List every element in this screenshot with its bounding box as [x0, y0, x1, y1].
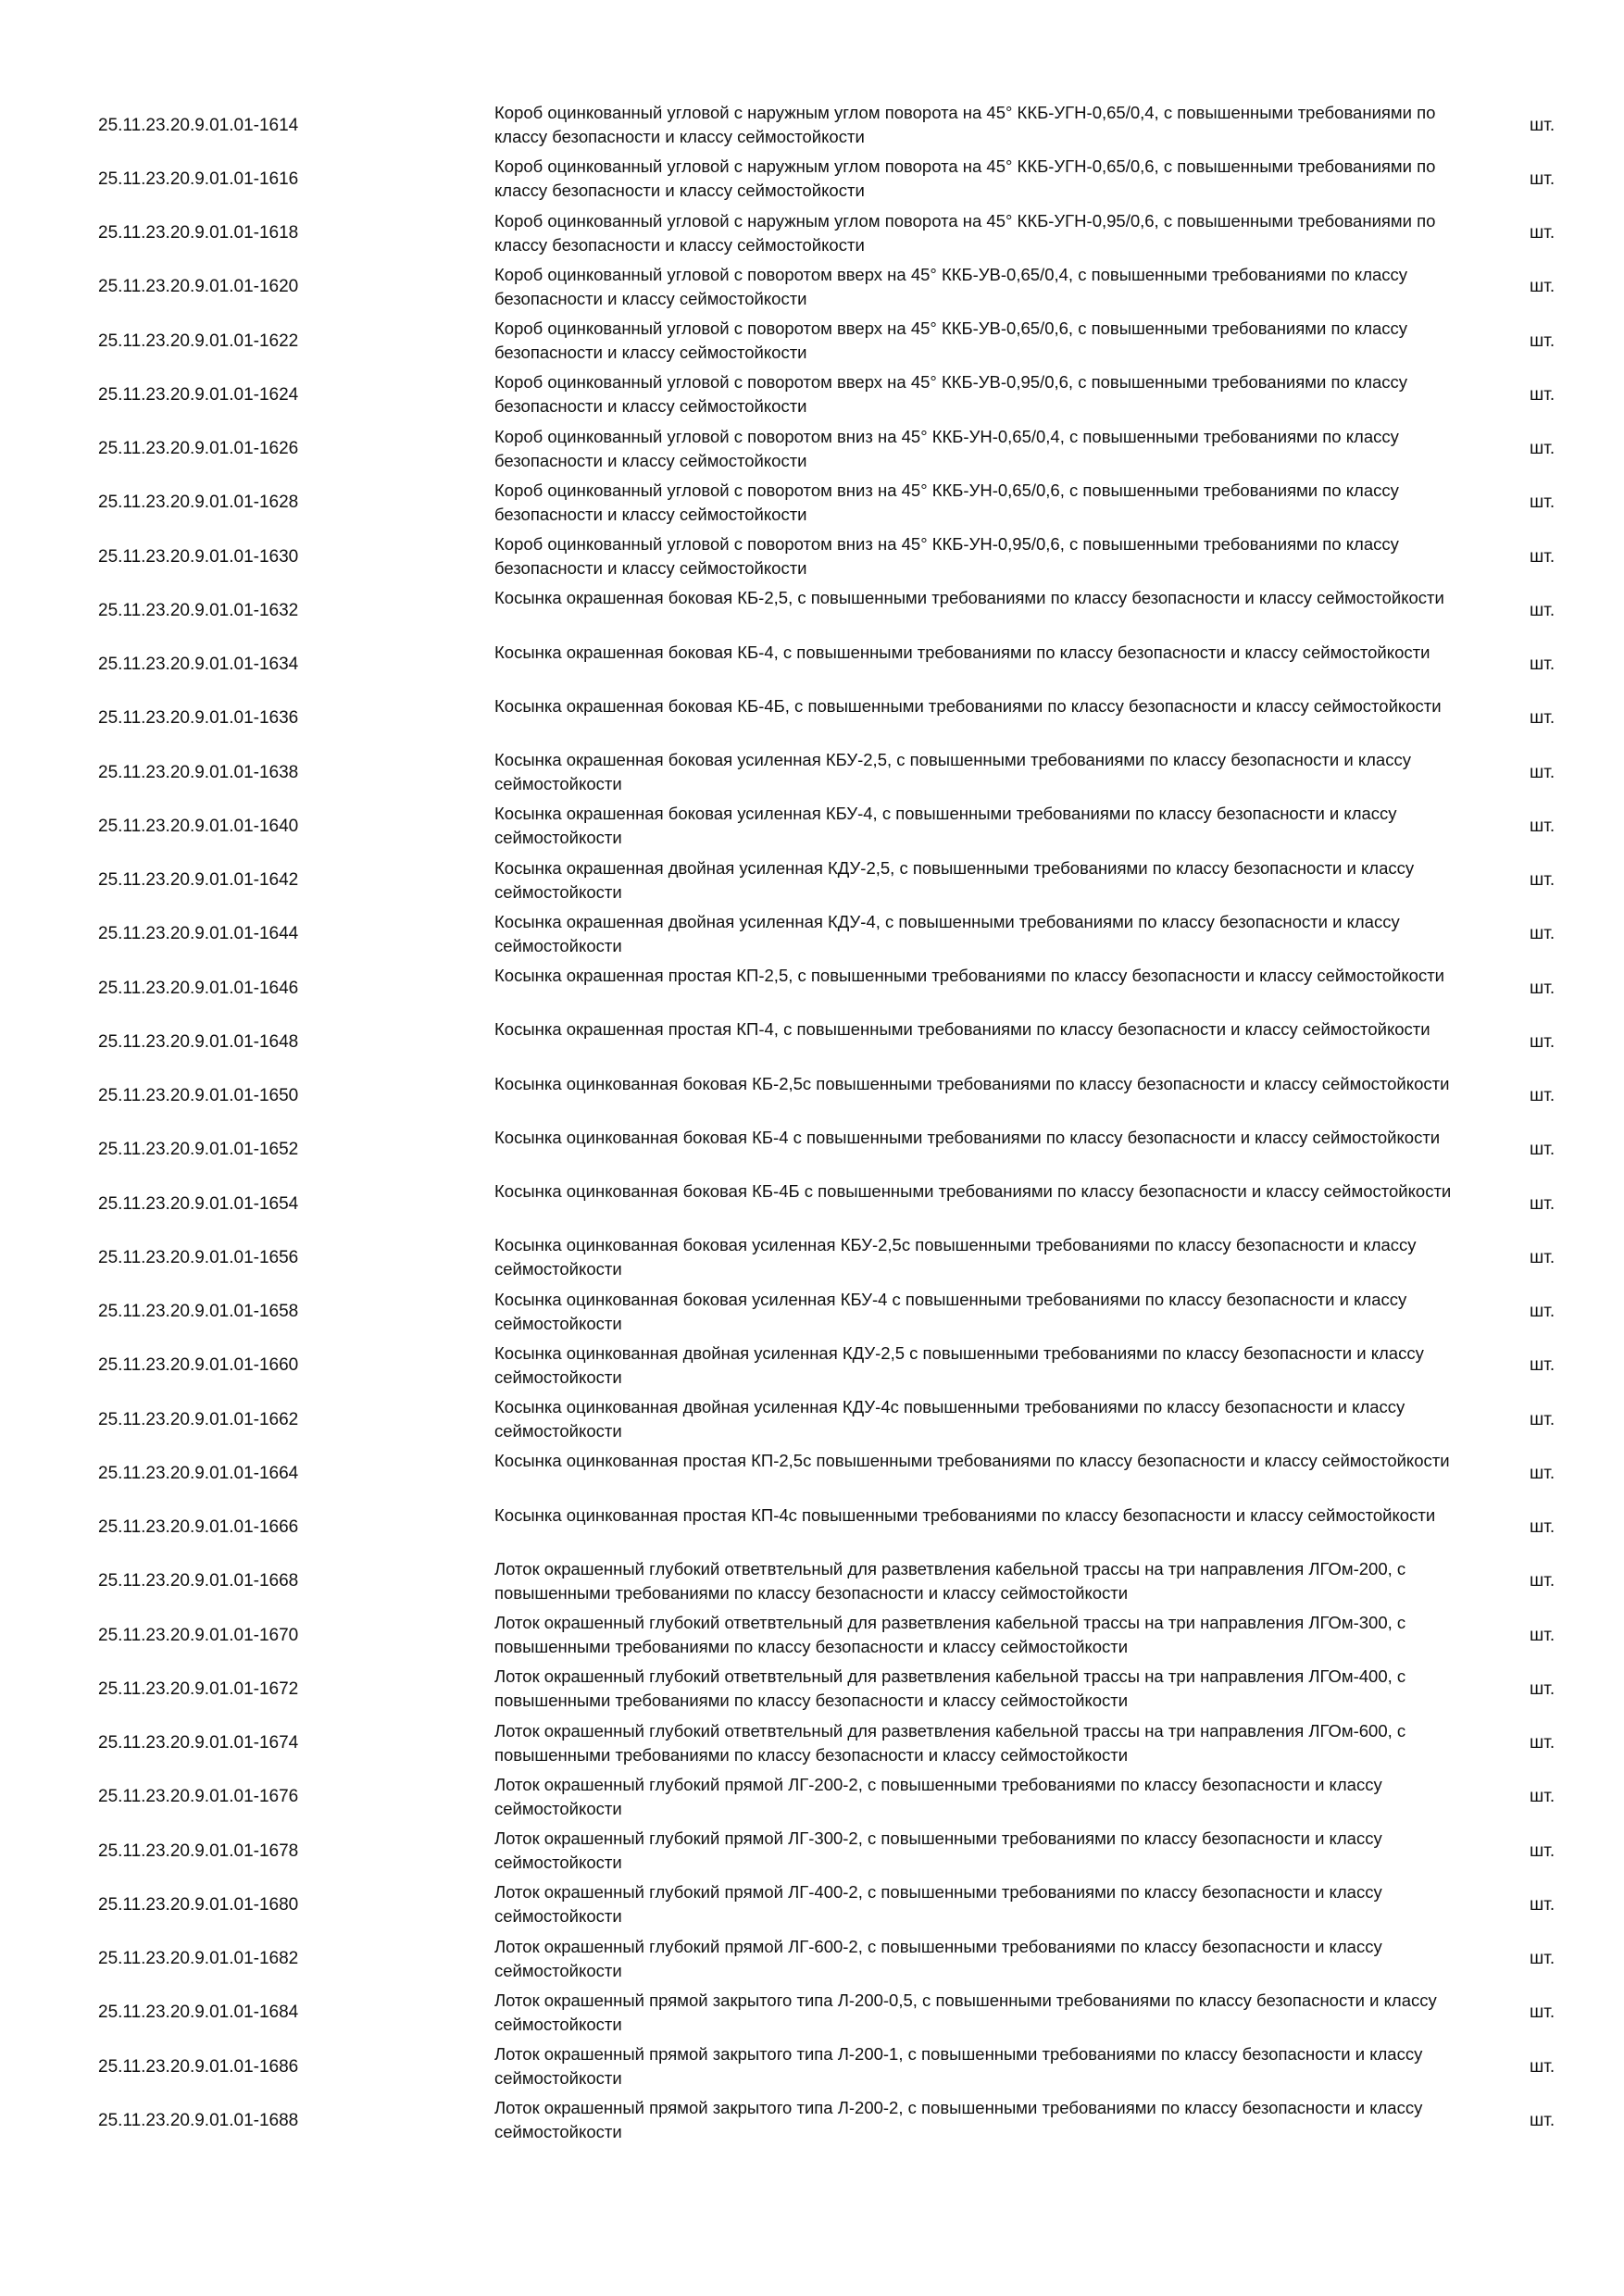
table-row	[0, 907, 1624, 961]
item-description: Короб оцинкованный угловой с поворотом вниз на 45° ККБ-УН-0,65/0,4, с повышенными требованиями по классу безопасности и классу сеймостойкости	[494, 426, 1399, 470]
item-code: 25.11.23.20.9.01.01-1670	[98, 1625, 299, 1645]
item-code: 25.11.23.20.9.01.01-1666	[98, 1517, 299, 1538]
table-row	[0, 1339, 1624, 1392]
item-description: Лоток окрашенный глубокий прямой ЛГ-400-2, с повышенными требованиями по классу безопасности и классу сеймостойкости	[494, 1882, 1382, 1927]
item-description: Короб оцинкованный угловой с наружным углом поворота на 45° ККБ-УГН-0,65/0,4, с повышенными требованиями по классу безопасности и классу сеймостойкости	[494, 103, 1436, 146]
table-row	[0, 583, 1624, 637]
item-description: Косынка окрашенная боковая КБ-2,5, с повышенными требованиями по классу безопасности и классу сеймостойкости	[494, 588, 1444, 608]
table-row	[0, 1662, 1624, 1716]
item-description: Косынка окрашенная простая КП-4, с повышенными требованиями по классу безопасности и классу сеймостойкости	[494, 1019, 1430, 1040]
item-code: 25.11.23.20.9.01.01-1624	[98, 384, 299, 405]
item-code: 25.11.23.20.9.01.01-1656	[98, 1247, 299, 1267]
table-row	[0, 1608, 1624, 1662]
item-code: 25.11.23.20.9.01.01-1630	[98, 546, 299, 567]
item-code: 25.11.23.20.9.01.01-1626	[98, 439, 299, 459]
item-description: Лоток окрашенный глубокий прямой ЛГ-200-2, с повышенными требованиями по классу безопасности и классу сеймостойкости	[494, 1774, 1382, 1818]
item-unit: шт.	[1530, 924, 1555, 944]
table-row	[0, 98, 1624, 152]
item-unit: шт.	[1530, 1193, 1555, 1214]
item-unit: шт.	[1530, 870, 1555, 891]
table-row	[0, 1824, 1624, 1878]
item-unit: шт.	[1530, 1302, 1555, 1322]
table-row	[0, 1770, 1624, 1824]
item-description: Лоток окрашенный прямой закрытого типа Л-200-1, с повышенными требованиями по классу безопасности и классу сеймостойкости	[494, 2044, 1423, 2088]
table-row	[0, 206, 1624, 260]
item-unit: шт.	[1530, 546, 1555, 567]
item-unit: шт.	[1530, 1517, 1555, 1538]
item-unit: шт.	[1530, 1625, 1555, 1645]
items-table	[0, 98, 1624, 2148]
item-code: 25.11.23.20.9.01.01-1628	[98, 493, 299, 513]
item-unit: шт.	[1530, 1678, 1555, 1699]
item-description: Короб оцинкованный угловой с поворотом вниз на 45° ККБ-УН-0,95/0,6, с повышенными требованиями по классу безопасности и классу сеймостойкости	[494, 534, 1399, 578]
item-description: Косынка окрашенная двойная усиленная КДУ-4, с повышенными требованиями по классу безопасности и классу сеймостойкости	[494, 911, 1400, 955]
item-unit: шт.	[1530, 600, 1555, 620]
item-description: Косынка оцинкованная простая КП-2,5с повышенными требованиями по классу безопасности и классу сеймостойкости	[494, 1451, 1450, 1471]
item-unit: шт.	[1530, 277, 1555, 297]
table-row	[0, 1069, 1624, 1123]
item-code: 25.11.23.20.9.01.01-1650	[98, 1086, 299, 1106]
item-code: 25.11.23.20.9.01.01-1680	[98, 1894, 299, 1915]
table-row	[0, 692, 1624, 745]
table-row	[0, 1015, 1624, 1068]
item-description: Косынка оцинкованная двойная усиленная КДУ-4с повышенными требованиями по классу безопасности и классу сеймостойкости	[494, 1397, 1405, 1441]
table-row	[0, 476, 1624, 530]
item-description: Короб оцинкованный угловой с поворотом вниз на 45° ККБ-УН-0,65/0,6, с повышенными требованиями по классу безопасности и классу сеймостойкости	[494, 480, 1399, 524]
table-row	[0, 422, 1624, 476]
item-code: 25.11.23.20.9.01.01-1620	[98, 277, 299, 297]
item-unit: шт.	[1530, 2110, 1555, 2130]
item-unit: шт.	[1530, 1031, 1555, 1052]
item-unit: шт.	[1530, 439, 1555, 459]
item-description: Лоток окрашенный глубокий прямой ЛГ-300-2, с повышенными требованиями по классу безопасности и классу сеймостойкости	[494, 1828, 1382, 1872]
item-code: 25.11.23.20.9.01.01-1654	[98, 1193, 299, 1214]
table-row	[0, 1285, 1624, 1339]
item-description: Короб оцинкованный угловой с поворотом вверх на 45° ККБ-УВ-0,95/0,6, с повышенными требованиями по классу безопасности и классу сеймостойкости	[494, 372, 1408, 417]
table-row	[0, 961, 1624, 1015]
table-row	[0, 314, 1624, 368]
table-row	[0, 2040, 1624, 2093]
item-description: Косынка оцинкованная боковая КБ-4Б с повышенными требованиями по классу безопасности и классу сеймостойкости	[494, 1181, 1452, 1201]
item-unit: шт.	[1530, 1463, 1555, 1483]
item-unit: шт.	[1530, 1571, 1555, 1591]
item-description: Косынка оцинкованная боковая КБ-4 с повышенными требованиями по классу безопасности и классу сеймостойкости	[494, 1127, 1441, 1147]
item-description: Короб оцинкованный угловой с поворотом вверх на 45° ККБ-УВ-0,65/0,4, с повышенными требованиями по классу безопасности и классу сеймостойкости	[494, 264, 1408, 308]
item-code: 25.11.23.20.9.01.01-1676	[98, 1787, 299, 1807]
item-code: 25.11.23.20.9.01.01-1634	[98, 655, 299, 675]
table-row	[0, 1554, 1624, 1608]
item-description: Косынка оцинкованная боковая усиленная КБУ-4 с повышенными требованиями по классу безопасности и классу сеймостойкости	[494, 1289, 1407, 1333]
table-row	[0, 1177, 1624, 1230]
table-row	[0, 1716, 1624, 1770]
item-description: Лоток окрашенный глубокий прямой ЛГ-600-2, с повышенными требованиями по классу безопасности и классу сеймостойкости	[494, 1936, 1382, 1980]
table-row	[0, 260, 1624, 314]
item-code: 25.11.23.20.9.01.01-1632	[98, 600, 299, 620]
item-unit: шт.	[1530, 978, 1555, 998]
item-code: 25.11.23.20.9.01.01-1672	[98, 1678, 299, 1699]
item-code: 25.11.23.20.9.01.01-1648	[98, 1031, 299, 1052]
table-row	[0, 854, 1624, 907]
item-description: Короб оцинкованный угловой с наружным углом поворота на 45° ККБ-УГН-0,65/0,6, с повышенными требованиями по классу безопасности и классу сеймостойкости	[494, 156, 1436, 201]
table-row	[0, 1230, 1624, 1284]
table-row	[0, 1392, 1624, 1446]
item-code: 25.11.23.20.9.01.01-1640	[98, 816, 299, 836]
item-description: Лоток окрашенный глубокий ответвтельный для разветвления кабельной трассы на три направления ЛГОм-600, с повышенными требованиями по классу безопасности и классу сеймостойкости	[494, 1720, 1406, 1765]
table-row	[0, 368, 1624, 421]
item-code: 25.11.23.20.9.01.01-1636	[98, 708, 299, 729]
item-unit: шт.	[1530, 1140, 1555, 1160]
item-unit: шт.	[1530, 1733, 1555, 1753]
item-unit: шт.	[1530, 331, 1555, 351]
item-code: 25.11.23.20.9.01.01-1664	[98, 1463, 299, 1483]
item-unit: шт.	[1530, 816, 1555, 836]
item-unit: шт.	[1530, 168, 1555, 189]
item-description: Лоток окрашенный прямой закрытого типа Л-200-0,5, с повышенными требованиями по классу безопасности и классу сеймостойкости	[494, 1990, 1437, 2034]
item-code: 25.11.23.20.9.01.01-1642	[98, 870, 299, 891]
item-code: 25.11.23.20.9.01.01-1638	[98, 762, 299, 782]
table-row	[0, 1932, 1624, 1986]
table-row	[0, 152, 1624, 206]
item-description: Косынка окрашенная простая КП-2,5, с повышенными требованиями по классу безопасности и классу сеймостойкости	[494, 966, 1445, 985]
item-unit: шт.	[1530, 655, 1555, 675]
item-description: Косынка оцинкованная боковая КБ-2,5с повышенными требованиями по классу безопасности и классу сеймостойкости	[494, 1073, 1450, 1093]
item-code: 25.11.23.20.9.01.01-1674	[98, 1733, 299, 1753]
item-unit: шт.	[1530, 1355, 1555, 1376]
item-code: 25.11.23.20.9.01.01-1644	[98, 924, 299, 944]
item-description: Косынка окрашенная двойная усиленная КДУ-2,5, с повышенными требованиями по классу безопасности и классу сеймостойкости	[494, 857, 1415, 902]
table-row	[0, 799, 1624, 853]
item-unit: шт.	[1530, 1949, 1555, 1969]
item-unit: шт.	[1530, 1086, 1555, 1106]
item-code: 25.11.23.20.9.01.01-1660	[98, 1355, 299, 1376]
item-description: Косынка оцинкованная двойная усиленная КДУ-2,5 с повышенными требованиями по классу безопасности и классу сеймостойкости	[494, 1342, 1424, 1387]
item-code: 25.11.23.20.9.01.01-1616	[98, 168, 299, 189]
item-description: Лоток окрашенный глубокий ответвтельный для разветвления кабельной трассы на три направления ЛГОм-300, с повышенными требованиями по классу безопасности и классу сеймостойкости	[494, 1613, 1406, 1656]
item-description: Косынка окрашенная боковая усиленная КБУ-2,5, с повышенными требованиями по классу безопасности и классу сеймостойкости	[494, 750, 1411, 793]
item-unit: шт.	[1530, 708, 1555, 729]
item-code: 25.11.23.20.9.01.01-1684	[98, 2003, 299, 2023]
table-row	[0, 745, 1624, 799]
item-code: 25.11.23.20.9.01.01-1622	[98, 331, 299, 351]
item-code: 25.11.23.20.9.01.01-1668	[98, 1571, 299, 1591]
item-code: 25.11.23.20.9.01.01-1662	[98, 1409, 299, 1429]
item-unit: шт.	[1530, 2003, 1555, 2023]
item-code: 25.11.23.20.9.01.01-1658	[98, 1302, 299, 1322]
table-row	[0, 530, 1624, 583]
item-description: Косынка окрашенная боковая КБ-4, с повышенными требованиями по классу безопасности и классу сеймостойкости	[494, 642, 1430, 662]
item-code: 25.11.23.20.9.01.01-1652	[98, 1140, 299, 1160]
item-description: Косынка окрашенная боковая КБ-4Б, с повышенными требованиями по классу безопасности и классу сеймостойкости	[494, 695, 1442, 716]
item-unit: шт.	[1530, 2056, 1555, 2077]
item-unit: шт.	[1530, 223, 1555, 243]
item-code: 25.11.23.20.9.01.01-1646	[98, 978, 299, 998]
table-row	[0, 1446, 1624, 1500]
item-unit: шт.	[1530, 762, 1555, 782]
item-unit: шт.	[1530, 1409, 1555, 1429]
item-description: Косынка окрашенная боковая усиленная КБУ-4, с повышенными требованиями по классу безопасности и классу сеймостойкости	[494, 804, 1397, 848]
item-description: Короб оцинкованный угловой с наружным углом поворота на 45° ККБ-УГН-0,95/0,6, с повышенными требованиями по классу безопасности и классу сеймостойкости	[494, 210, 1436, 255]
item-code: 25.11.23.20.9.01.01-1618	[98, 223, 299, 243]
item-unit: шт.	[1530, 115, 1555, 135]
table-row	[0, 1986, 1624, 2040]
item-unit: шт.	[1530, 1894, 1555, 1915]
item-unit: шт.	[1530, 1787, 1555, 1807]
item-code: 25.11.23.20.9.01.01-1688	[98, 2110, 299, 2130]
item-code: 25.11.23.20.9.01.01-1682	[98, 1949, 299, 1969]
table-row	[0, 1878, 1624, 1931]
item-unit: шт.	[1530, 493, 1555, 513]
item-description: Лоток окрашенный глубокий ответвтельный для разветвления кабельной трассы на три направления ЛГОм-200, с повышенными требованиями по классу безопасности и классу сеймостойкости	[494, 1558, 1406, 1603]
item-description: Лоток окрашенный глубокий ответвтельный для разветвления кабельной трассы на три направления ЛГОм-400, с повышенными требованиями по классу безопасности и классу сеймостойкости	[494, 1666, 1406, 1711]
item-code: 25.11.23.20.9.01.01-1686	[98, 2056, 299, 2077]
table-row	[0, 2093, 1624, 2147]
item-description: Косынка оцинкованная простая КП-4с повышенными требованиями по классу безопасности и классу сеймостойкости	[494, 1504, 1436, 1525]
item-code: 25.11.23.20.9.01.01-1678	[98, 1841, 299, 1861]
item-description: Короб оцинкованный угловой с поворотом вверх на 45° ККБ-УВ-0,65/0,6, с повышенными требованиями по классу безопасности и классу сеймостойкости	[494, 318, 1408, 362]
item-code: 25.11.23.20.9.01.01-1614	[98, 115, 299, 135]
table-row	[0, 1501, 1624, 1554]
table-row	[0, 638, 1624, 692]
item-unit: шт.	[1530, 1247, 1555, 1267]
item-description: Косынка оцинкованная боковая усиленная КБУ-2,5с повышенными требованиями по классу безопасности и классу сеймостойкости	[494, 1235, 1417, 1279]
table-row	[0, 1123, 1624, 1177]
item-unit: шт.	[1530, 1841, 1555, 1861]
item-description: Лоток окрашенный прямой закрытого типа Л-200-2, с повышенными требованиями по классу безопасности и классу сеймостойкости	[494, 2098, 1423, 2142]
item-unit: шт.	[1530, 384, 1555, 405]
